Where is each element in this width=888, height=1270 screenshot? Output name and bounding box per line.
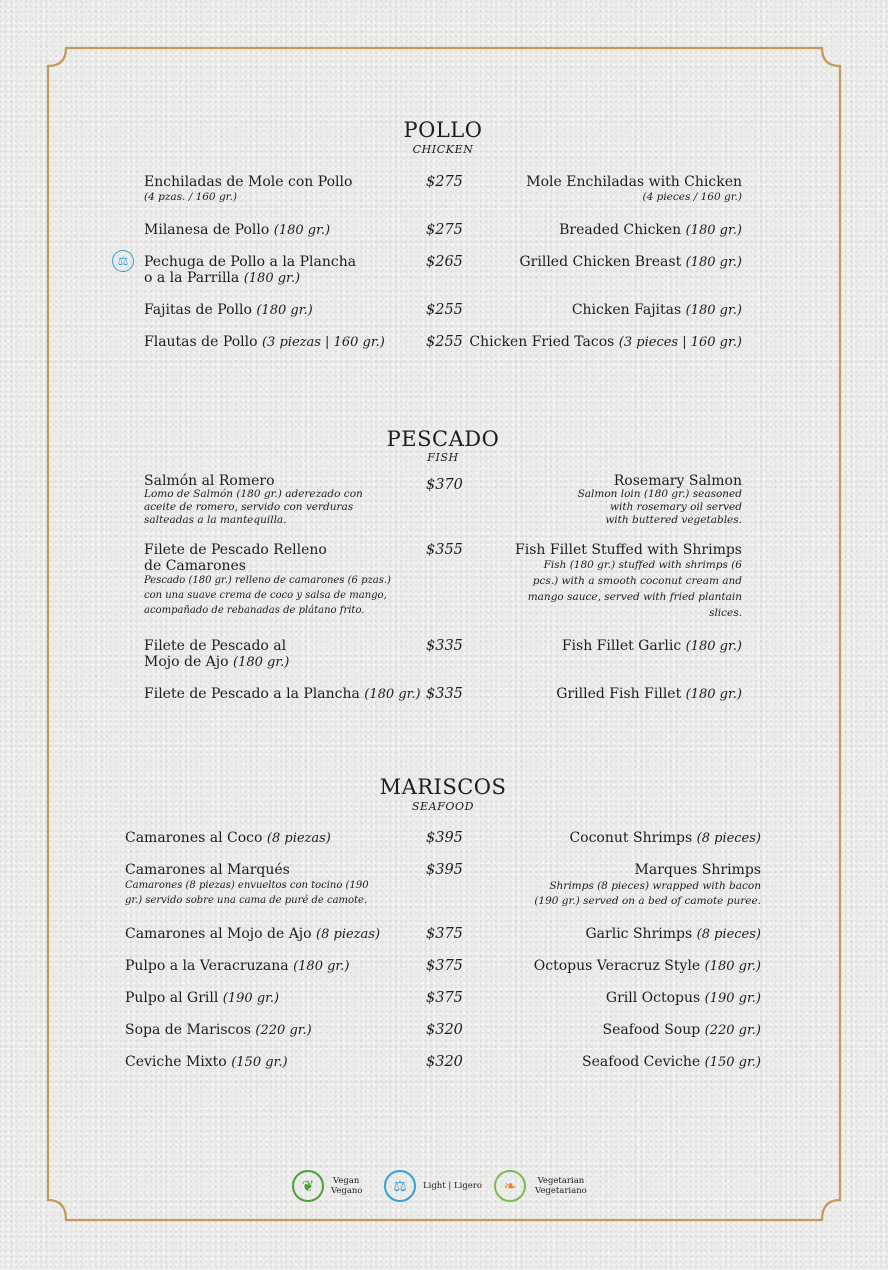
menu-item-es: de Camarones bbox=[144, 558, 246, 574]
section-subtitle-fish: FISH bbox=[427, 451, 459, 464]
menu-item-en: Coconut Shrimps (8 pieces) bbox=[569, 830, 761, 846]
menu-item-en-desc: with rosemary oil served bbox=[610, 501, 742, 513]
menu-item-price: $320 bbox=[426, 1022, 463, 1038]
menu-item-price: $375 bbox=[426, 958, 463, 974]
carrot-icon: ❧ bbox=[494, 1170, 526, 1202]
menu-item-en-note: (4 pieces / 160 gr.) bbox=[642, 191, 742, 203]
menu-item-price: $370 bbox=[426, 477, 463, 493]
menu-item-en: Seafood Soup (220 gr.) bbox=[602, 1022, 761, 1038]
menu-item-en-desc: mango sauce, served with fried plantain bbox=[527, 591, 742, 603]
leaf-icon: ❦ bbox=[292, 1170, 324, 1202]
menu-item-price: $255 bbox=[426, 302, 463, 318]
menu-item-price: $275 bbox=[426, 174, 463, 190]
menu-item-es: Fajitas de Pollo (180 gr.) bbox=[144, 302, 313, 318]
menu-item-en: Fish Fillet Stuffed with Shrimps bbox=[515, 542, 742, 558]
menu-item-price: $275 bbox=[426, 222, 463, 238]
menu-item-price: $265 bbox=[426, 254, 463, 270]
menu-item-es: Salmón al Romero bbox=[144, 473, 275, 489]
scale-icon: ⚖ bbox=[384, 1170, 416, 1202]
menu-item-es: Camarones al Marqués bbox=[125, 862, 290, 878]
section-subtitle-seafood: SEAFOOD bbox=[411, 800, 475, 813]
menu-item-price: $355 bbox=[426, 542, 463, 558]
menu-item-en: Chicken Fajitas (180 gr.) bbox=[571, 302, 742, 318]
menu-item-en-desc: pcs.) with a smooth coconut cream and bbox=[532, 575, 742, 587]
section-title-pollo: POLLO bbox=[403, 118, 483, 142]
menu-item-price: $335 bbox=[426, 638, 463, 654]
section-subtitle-chicken: CHICKEN bbox=[412, 143, 474, 156]
menu-item-en: Rosemary Salmon bbox=[613, 473, 742, 489]
menu-item-es-desc: aceite de romero, servido con verduras bbox=[144, 501, 354, 513]
legend-light-label: Light | Ligero bbox=[423, 1181, 482, 1191]
menu-item-en: Grilled Fish Fillet (180 gr.) bbox=[556, 686, 742, 702]
menu-item-en: Garlic Shrimps (8 pieces) bbox=[585, 926, 761, 942]
menu-item-es-desc: Lomo de Salmón (180 gr.) aderezado con bbox=[144, 488, 363, 500]
menu-item-es-desc: con una suave crema de coco y salsa de mango, bbox=[144, 590, 387, 601]
menu-item-es-desc: acompañado de rebanadas de plátano frito. bbox=[144, 605, 365, 616]
menu-item-price: $395 bbox=[426, 862, 463, 878]
legend-vegan-label: Vegan Vegano bbox=[331, 1176, 363, 1196]
menu-item-es: o a la Parrilla (180 gr.) bbox=[144, 270, 301, 286]
menu-item-es: Pulpo a la Veracruzana (180 gr.) bbox=[125, 958, 350, 974]
menu-item-en-desc: (190 gr.) served on a bed of camote puree. bbox=[534, 895, 761, 907]
section-title-mariscos: MARISCOS bbox=[379, 775, 507, 799]
menu-item-es: Flautas de Pollo (3 piezas | 160 gr.) bbox=[144, 334, 385, 350]
menu-item-price: $255 bbox=[426, 334, 463, 350]
menu-item-en: Grill Octopus (190 gr.) bbox=[605, 990, 761, 1006]
menu-item-price: $375 bbox=[426, 990, 463, 1006]
legend-vegetarian-label: Vegetarian Vegetariano bbox=[535, 1176, 587, 1196]
menu-item-en-desc: Shrimps (8 pieces) wrapped with bacon bbox=[549, 880, 761, 892]
menu-item-en-desc: with buttered vegetables. bbox=[605, 514, 742, 526]
menu-item-es: Pechuga de Pollo a la Plancha bbox=[144, 254, 357, 270]
menu-item-es: Filete de Pescado al bbox=[144, 638, 287, 654]
menu-item-es: Camarones al Mojo de Ajo (8 piezas) bbox=[125, 926, 381, 942]
menu-item-es-desc: Pescado (180 gr.) relleno de camarones (6 pzas.) bbox=[144, 575, 391, 586]
menu-item-es: Sopa de Mariscos (220 gr.) bbox=[125, 1022, 312, 1038]
menu-item-en: Seafood Ceviche (150 gr.) bbox=[582, 1054, 761, 1070]
menu-item-en-desc: Salmon loin (180 gr.) seasoned bbox=[577, 488, 742, 500]
menu-item-en: Octopus Veracruz Style (180 gr.) bbox=[533, 958, 761, 974]
menu-item-es-desc: Camarones (8 piezas) envueltos con tocino (190 bbox=[125, 880, 369, 891]
menu-item-en-desc: Fish (180 gr.) stuffed with shrimps (6 bbox=[543, 559, 742, 571]
menu-item-price: $320 bbox=[426, 1054, 463, 1070]
menu-item-es: Filete de Pescado Relleno bbox=[144, 542, 327, 558]
menu-item-es-desc: gr.) servido sobre una cama de puré de camote. bbox=[125, 895, 368, 906]
menu-item-en: Marques Shrimps bbox=[634, 862, 761, 878]
menu-item-price: $375 bbox=[426, 926, 463, 942]
menu-item-en: Fish Fillet Garlic (180 gr.) bbox=[561, 638, 742, 654]
menu-item-es: Enchiladas de Mole con Pollo bbox=[144, 174, 353, 190]
menu-item-en-desc: slices. bbox=[709, 607, 742, 619]
menu-item-es: Mojo de Ajo (180 gr.) bbox=[144, 654, 290, 670]
menu-item-es: Camarones al Coco (8 piezas) bbox=[125, 830, 331, 846]
light-icon: ⚖ bbox=[112, 250, 134, 272]
menu-item-en: Breaded Chicken (180 gr.) bbox=[559, 222, 742, 238]
menu-item-price: $395 bbox=[426, 830, 463, 846]
menu-item-es: Ceviche Mixto (150 gr.) bbox=[125, 1054, 288, 1070]
menu-item-es: Pulpo al Grill (190 gr.) bbox=[125, 990, 280, 1006]
menu-item-en: Grilled Chicken Breast (180 gr.) bbox=[519, 254, 742, 270]
menu-item-price: $335 bbox=[426, 686, 463, 702]
section-title-pescado: PESCADO bbox=[386, 427, 500, 451]
menu-item-es-note: (4 pzas. / 160 gr.) bbox=[144, 191, 237, 203]
menu-item-es-desc: salteadas a la mantequilla. bbox=[144, 514, 287, 526]
menu-item-es: Milanesa de Pollo (180 gr.) bbox=[144, 222, 331, 238]
menu-item-es: Filete de Pescado a la Plancha (180 gr.) bbox=[144, 686, 421, 702]
menu-item-en: Mole Enchiladas with Chicken bbox=[526, 174, 742, 190]
menu-item-en: Chicken Fried Tacos (3 pieces | 160 gr.) bbox=[469, 334, 742, 350]
